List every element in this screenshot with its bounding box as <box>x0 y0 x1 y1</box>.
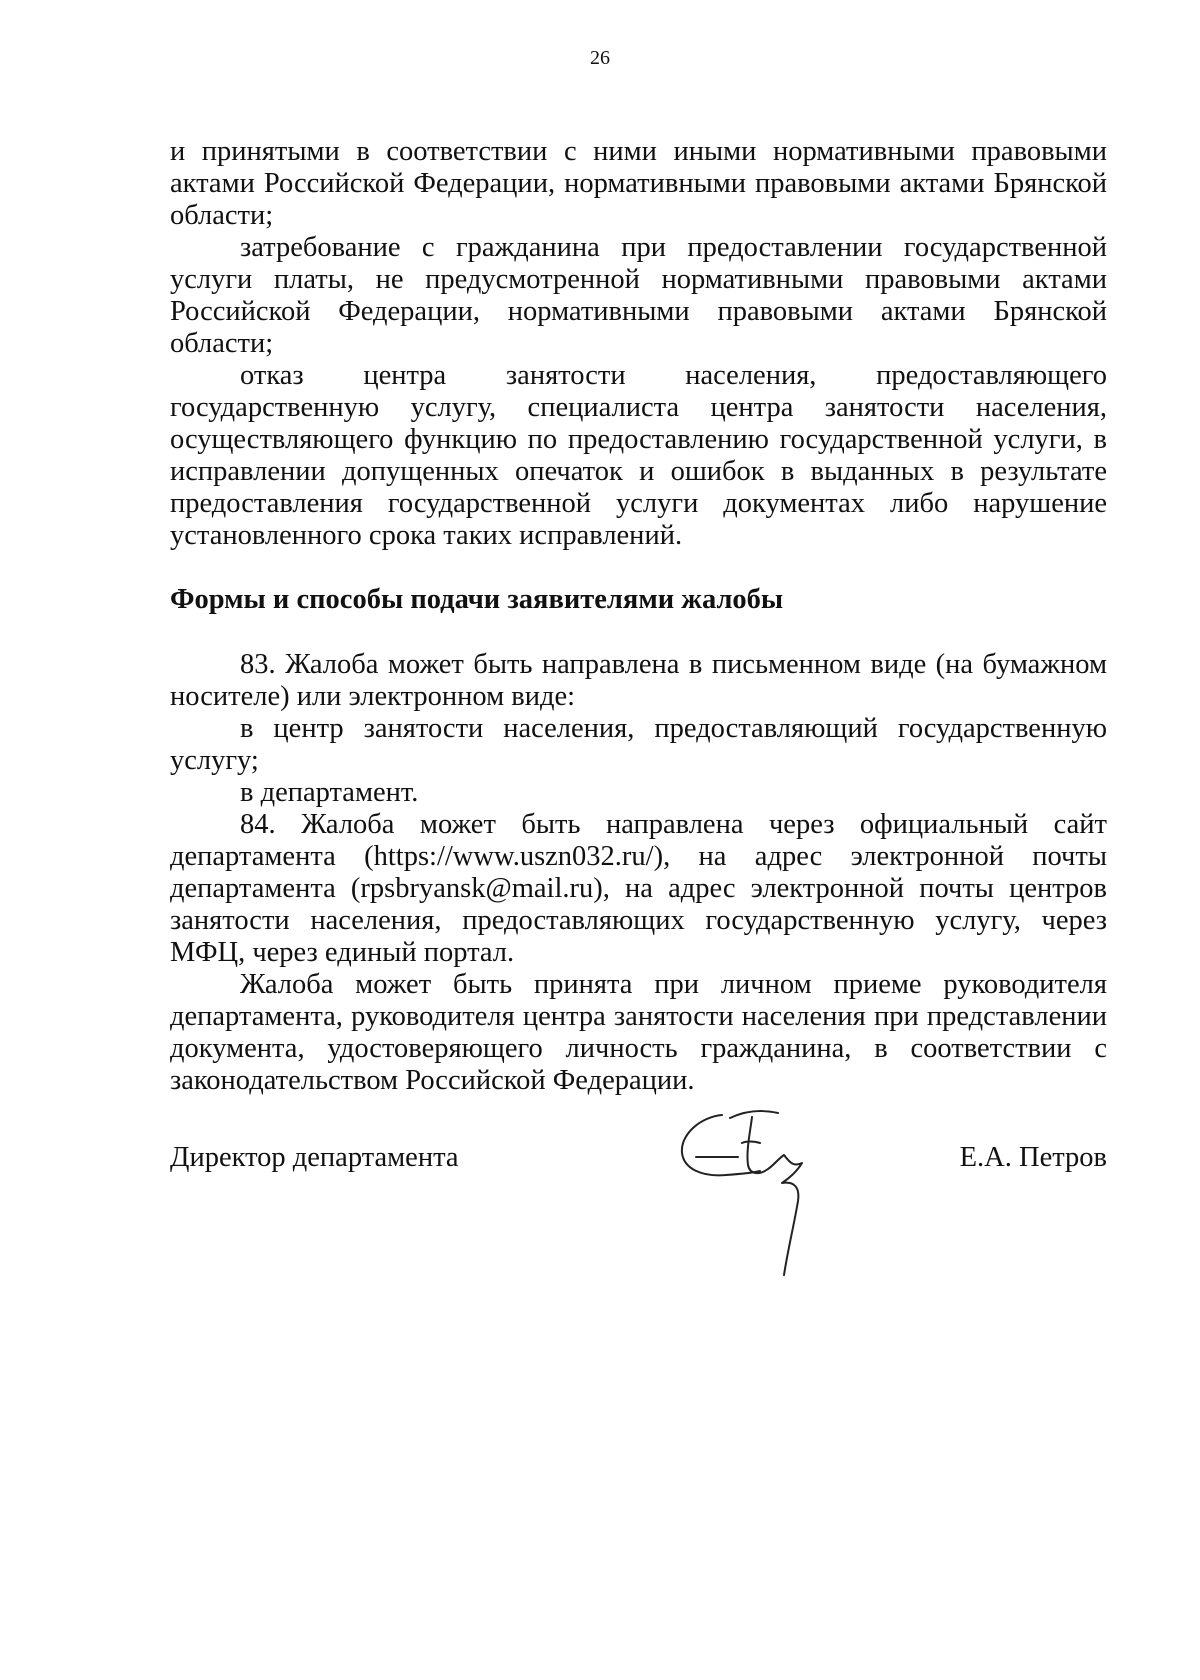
paragraph-84: 84. Жалоба может быть направлена через официальный сайт департамента (https://www.uszn032.ru/), на адрес электронной почты департамента (rpsbryansk@mail.ru), на адрес электронной почты центров занятости населения, предоставляющих государственную услугу, через МФЦ, через единый портал. <box>170 809 1107 968</box>
paragraph-84-personal-reception: Жалоба может быть принята при личном приеме руководителя департамента, руководителя центра занятости населения при представлении документа, удостоверяющего личность гражданина, в соответствии с законодательством Российской Федерации. <box>170 969 1107 1096</box>
paragraph-fee-demand: затребование с гражданина при предоставлении государственной услуги платы, не предусмотренной нормативными правовыми актами Российской Федерации, нормативными правовыми актами Брянской области; <box>170 232 1107 359</box>
page-number: 26 <box>590 47 610 69</box>
paragraph-83-department: в департамент. <box>240 777 419 808</box>
handwritten-signature <box>660 1085 860 1285</box>
signatory-name: Е.А. Петров <box>959 1142 1107 1173</box>
paragraph-83-employment-center: в центр занятости населения, предоставляющий государственную услугу; <box>170 713 1107 776</box>
paragraph-continuation: и принятыми в соответствии с ними иными нормативными правовыми актами Российской Федерации, нормативными правовыми актами Брянской области; <box>170 136 1107 231</box>
paragraph-83: 83. Жалоба может быть направлена в письменном виде (на бумажном носителе) или электронном виде: <box>170 649 1107 712</box>
section-heading: Формы и способы подачи заявителями жалобы <box>170 584 784 615</box>
document-body <box>170 136 1107 1097</box>
paragraph-refusal-corrections: отказ центра занятости населения, предоставляющего государственную услугу, специалиста центра занятости населения, осуществляющего функцию по предоставлению государственной услуги, в исправлении допущенных опечаток и ошибок в выданных в результате предоставления государственной услуги документах либо нарушение установленного срока таких исправлений. <box>170 360 1107 551</box>
signatory-title: Директор департамента <box>170 1142 459 1173</box>
